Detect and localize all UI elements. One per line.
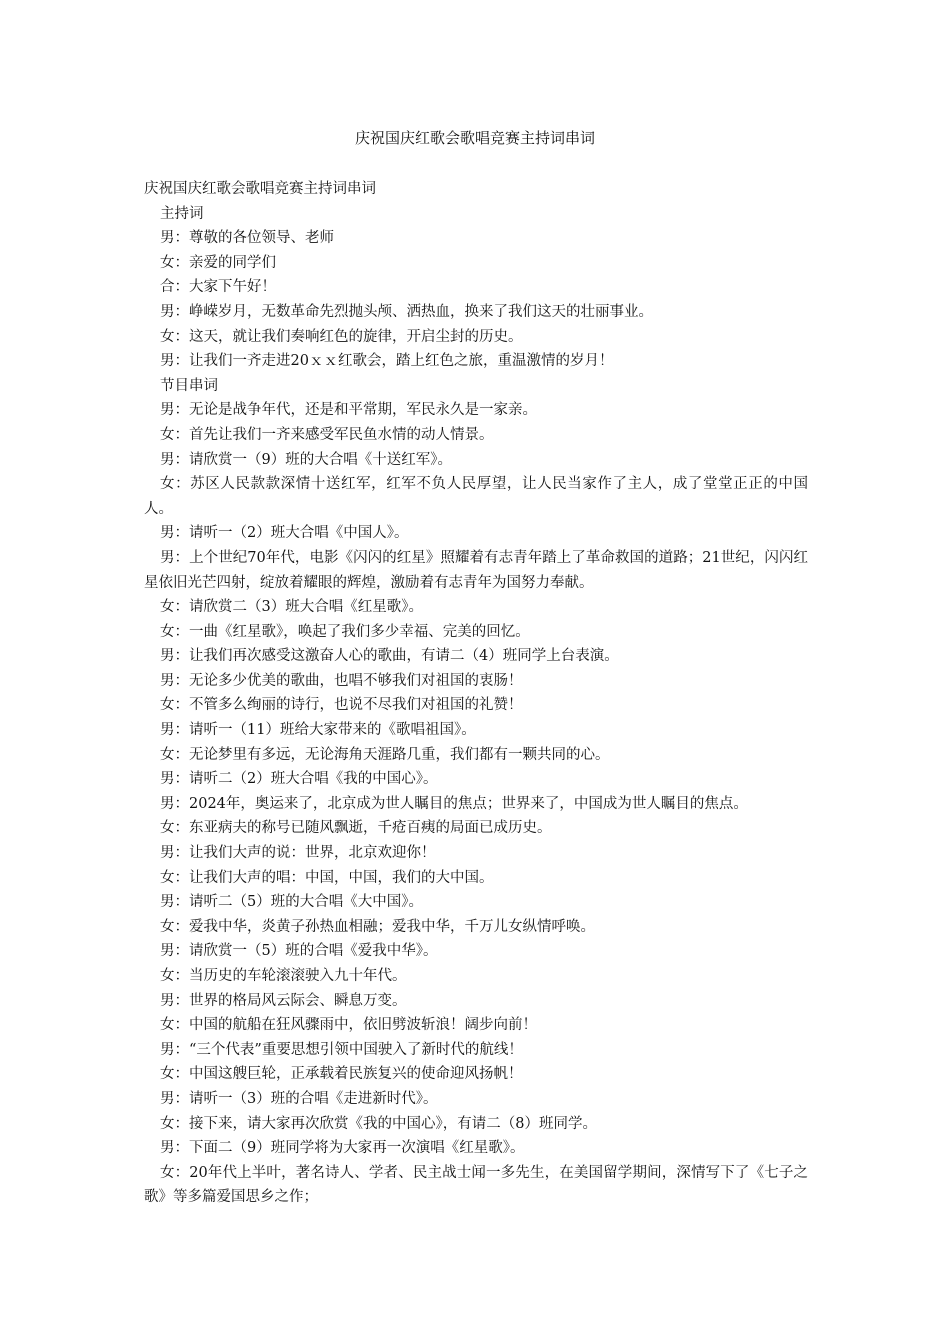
paragraph: 男：峥嵘岁月，无数革命先烈抛头颅、洒热血，换来了我们这天的壮丽事业。 <box>160 303 653 320</box>
document-body <box>144 177 808 1210</box>
paragraph: 男：尊敬的各位领导、老师 <box>160 230 334 247</box>
paragraph: 男：“三个代表”重要思想引领中国驶入了新时代的航线！ <box>160 1041 523 1058</box>
paragraph: 男：请欣赏一（9）班的大合唱《十送红军》。 <box>160 451 452 468</box>
paragraph: 庆祝国庆红歌会歌唱竞赛主持词串词 <box>144 181 376 197</box>
paragraph: 男：请听二（2）班大合唱《我的中国心》。 <box>160 771 438 788</box>
paragraph: 女：首先让我们一齐来感受军民鱼水情的动人情景。 <box>160 426 494 443</box>
paragraph: 女：不管多么绚丽的诗行，也说不尽我们对祖国的礼赞！ <box>160 697 523 714</box>
paragraph: 女：这天，就让我们奏响红色的旋律，开启尘封的历史。 <box>160 328 523 345</box>
paragraph: 女：一曲《红星歌》，唤起了我们多少幸福、完美的回忆。 <box>160 623 530 640</box>
paragraph: 男：请听二（5）班的大合唱《大中国》。 <box>160 894 423 911</box>
paragraph: 男：让我们大声的说：世界，北京欢迎你！ <box>160 845 436 862</box>
paragraph: 男：下面二（9）班同学将为大家再一次演唱《红星歌》。 <box>160 1140 525 1157</box>
paragraph: 男：让我们一齐走进20ｘｘ红歌会，踏上红色之旅，重温激情的岁月！ <box>160 353 614 370</box>
paragraph: 女：中国的航船在狂风骤雨中，依旧劈波斩浪！阔步向前！ <box>160 1017 537 1034</box>
paragraph: 主持词 <box>160 205 204 222</box>
paragraph: 男：请听一（2）班大合唱《中国人》。 <box>160 525 409 542</box>
paragraph: 女：爱我中华，炎黄子孙热血相融；爱我中华，千万儿女纵情呼唤。 <box>160 918 595 935</box>
paragraph: 男：让我们再次感受这激奋人心的歌曲，有请二（4）班同学上台表演。 <box>160 648 619 665</box>
paragraph: 男：2024年，奥运来了，北京成为世人瞩目的焦点；世界来了，中国成为世人瞩目的焦点。 <box>160 795 748 812</box>
paragraph: 女：苏区人民款款深情十送红军，红军不负人民厚望，让人民当家作了主人，成了堂堂正正的中国人。 <box>144 476 808 517</box>
paragraph: 女：接下来，请大家再次欣赏《我的中国心》，有请二（8）班同学。 <box>160 1115 597 1132</box>
paragraph: 男：请听一（3）班的合唱《走进新时代》。 <box>160 1090 438 1107</box>
paragraph: 男：无论是战争年代，还是和平常期，军民永久是一家亲。 <box>160 402 537 419</box>
paragraph: 男：请欣赏一（5）班的合唱《爱我中华》。 <box>160 943 438 960</box>
paragraph: 女：中国这艘巨轮，正承载着民族复兴的使命迎风扬帆！ <box>160 1066 523 1083</box>
paragraph: 男：无论多少优美的歌曲，也唱不够我们对祖国的衷肠！ <box>160 672 523 689</box>
paragraph: 女：亲爱的同学们 <box>160 254 276 271</box>
paragraph: 节目串词 <box>160 377 218 394</box>
paragraph: 女：20年代上半叶，著名诗人、学者、民主战士闻一多先生，在美国留学期间，深情写下了《七子之歌》等多篇爱国思乡之作； <box>144 1164 808 1206</box>
paragraph: 女：请欣赏二（3）班大合唱《红星歌》。 <box>160 599 423 616</box>
paragraph: 男：请听一（11）班给大家带来的《歌唱祖国》。 <box>160 722 476 739</box>
page-title: 庆祝国庆红歌会歌唱竞赛主持词串词 <box>354 129 595 147</box>
paragraph: 男：上个世纪70年代，电影《闪闪的红星》照耀着有志青年踏上了革命救国的道路；21世纪，闪闪红星依旧光芒四射，绽放着耀眼的辉煌，激励着有志青年为国努力奉献。 <box>144 549 808 591</box>
paragraph: 男：世界的格局风云际会、瞬息万变。 <box>160 992 407 1009</box>
paragraph: 女：无论梦里有多远，无论海角天涯路几重，我们都有一颗共同的心。 <box>160 746 610 763</box>
paragraph: 女：当历史的车轮滚滚驶入九十年代。 <box>160 968 407 984</box>
paragraph: 女：东亚病夫的称号已随风飘逝，千疮百痍的局面已成历史。 <box>160 820 552 837</box>
paragraph: 合：大家下午好！ <box>160 279 276 296</box>
paragraph: 女：让我们大声的唱：中国，中国，我们的大中国。 <box>160 869 494 886</box>
